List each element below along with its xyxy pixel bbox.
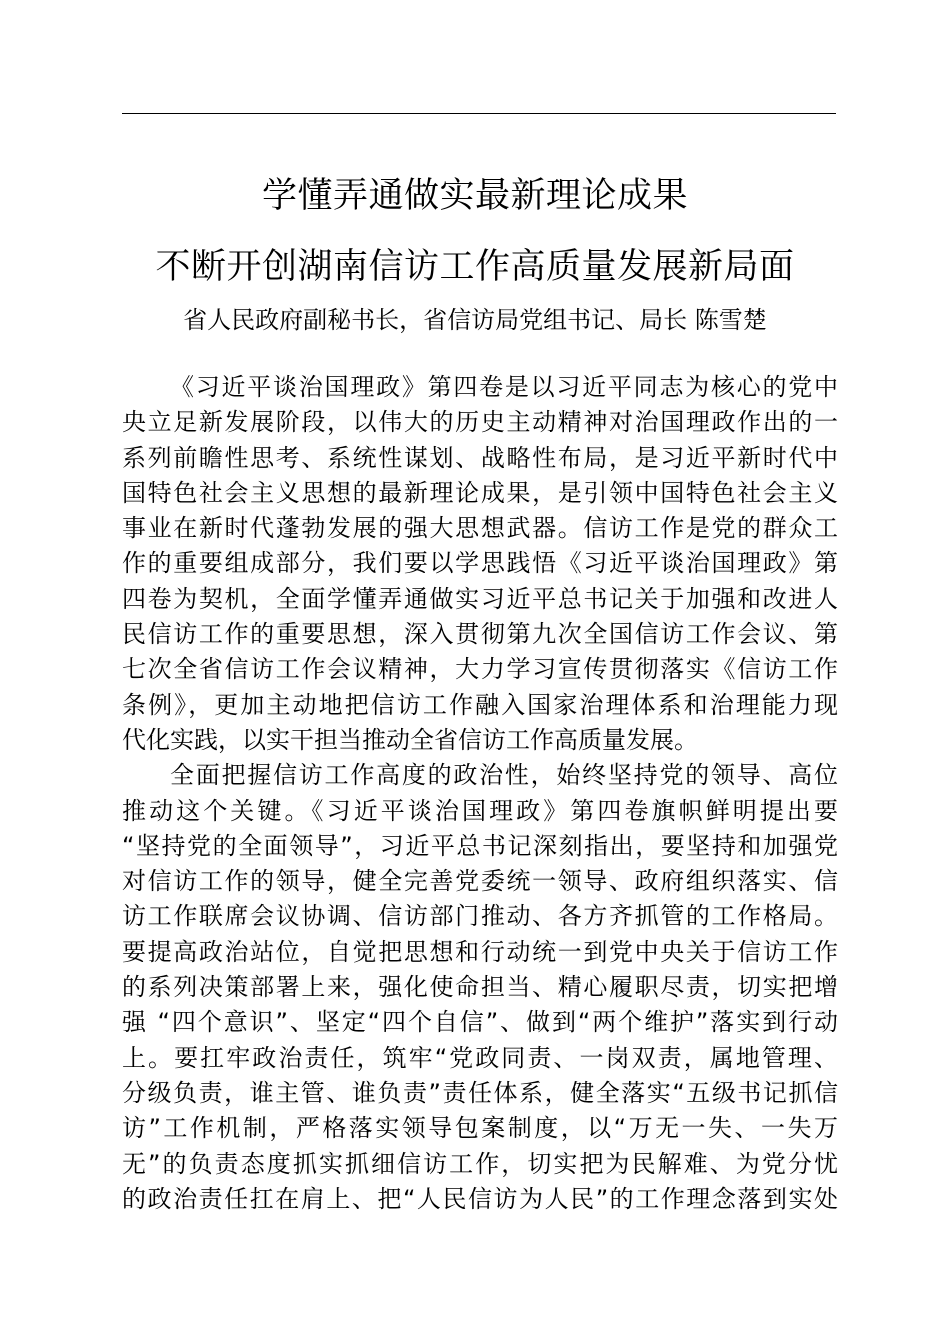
title-line-2: 不断开创湖南信访工作高质量发展新局面 <box>155 247 795 287</box>
text-line: 民信访工作的重要思想，深入贯彻第九次全国信访工作会议、第 <box>122 620 838 649</box>
text-line: 的系列决策部署上来，强化使命担当、精心履职尽责，切实把增 <box>122 973 838 1002</box>
text-line: 七次全省信访工作会议精神，大力学习宣传贯彻落实《信访工作 <box>122 655 838 684</box>
text-line: “坚持党的全面领导”，习近平总书记深刻指出，要坚持和加强党 <box>122 831 838 860</box>
text-line: 的政治责任扛在肩上、把“人民信访为人民”的工作理念落到实处 <box>122 1184 838 1213</box>
text-line: 条例》，更加主动地把信访工作融入国家治理体系和治理能力现 <box>122 690 838 719</box>
text-line: 强 “四个意识”、坚定“四个自信”、做到“两个维护”落实到行动 <box>122 1008 838 1037</box>
author-byline: 省人民政府副秘书长，省信访局党组书记、局长 陈雪楚 <box>183 306 767 334</box>
text-line: 央立足新发展阶段，以伟大的历史主动精神对治国理政作出的一 <box>122 408 838 437</box>
header-rule <box>122 113 836 114</box>
text-line: 无”的负责态度抓实抓细信访工作，切实把为民解难、为党分忧 <box>122 1149 838 1178</box>
text-line: 作的重要组成部分，我们要以学思践悟《习近平谈治国理政》第 <box>122 549 838 578</box>
text-line: 推动这个关键。《习近平谈治国理政》第四卷旗帜鲜明提出要 <box>122 796 838 825</box>
text-line: 事业在新时代蓬勃发展的强大思想武器。信访工作是党的群众工 <box>122 514 838 543</box>
title-line-1: 学懂弄通做实最新理论成果 <box>261 176 688 216</box>
text-line: 上。要扛牢政治责任，筑牢“党政同责、一岗双责，属地管理、 <box>122 1043 838 1072</box>
text-line: 《习近平谈治国理政》第四卷是以习近平同志为核心的党中 <box>170 373 838 401</box>
text-line: 对信访工作的领导，健全完善党委统一领导、政府组织落实、信 <box>122 867 838 896</box>
text-line: 要提高政治站位，自觉把思想和行动统一到党中央关于信访工作 <box>122 937 838 966</box>
text-line: 代化实践，以实干担当推动全省信访工作高质量发展。 <box>122 725 698 754</box>
article-body <box>122 370 838 1217</box>
text-line: 四卷为契机，全面学懂弄通做实习近平总书记关于加强和改进人 <box>122 584 838 613</box>
text-line: 国特色社会主义思想的最新理论成果，是引领中国特色社会主义 <box>122 478 838 507</box>
text-line: 全面把握信访工作高度的政治性，始终坚持党的领导、高位 <box>170 761 838 790</box>
text-line: 访”工作机制，严格落实领导包案制度，以“万无一失、一失万 <box>122 1114 838 1143</box>
text-line: 系列前瞻性思考、系统性谋划、战略性布局，是习近平新时代中 <box>122 443 838 472</box>
text-line: 分级负责，谁主管、谁负责”责任体系，健全落实“五级书记抓信 <box>122 1078 838 1107</box>
text-line: 访工作联席会议协调、信访部门推动、各方齐抓管的工作格局。 <box>122 902 838 931</box>
